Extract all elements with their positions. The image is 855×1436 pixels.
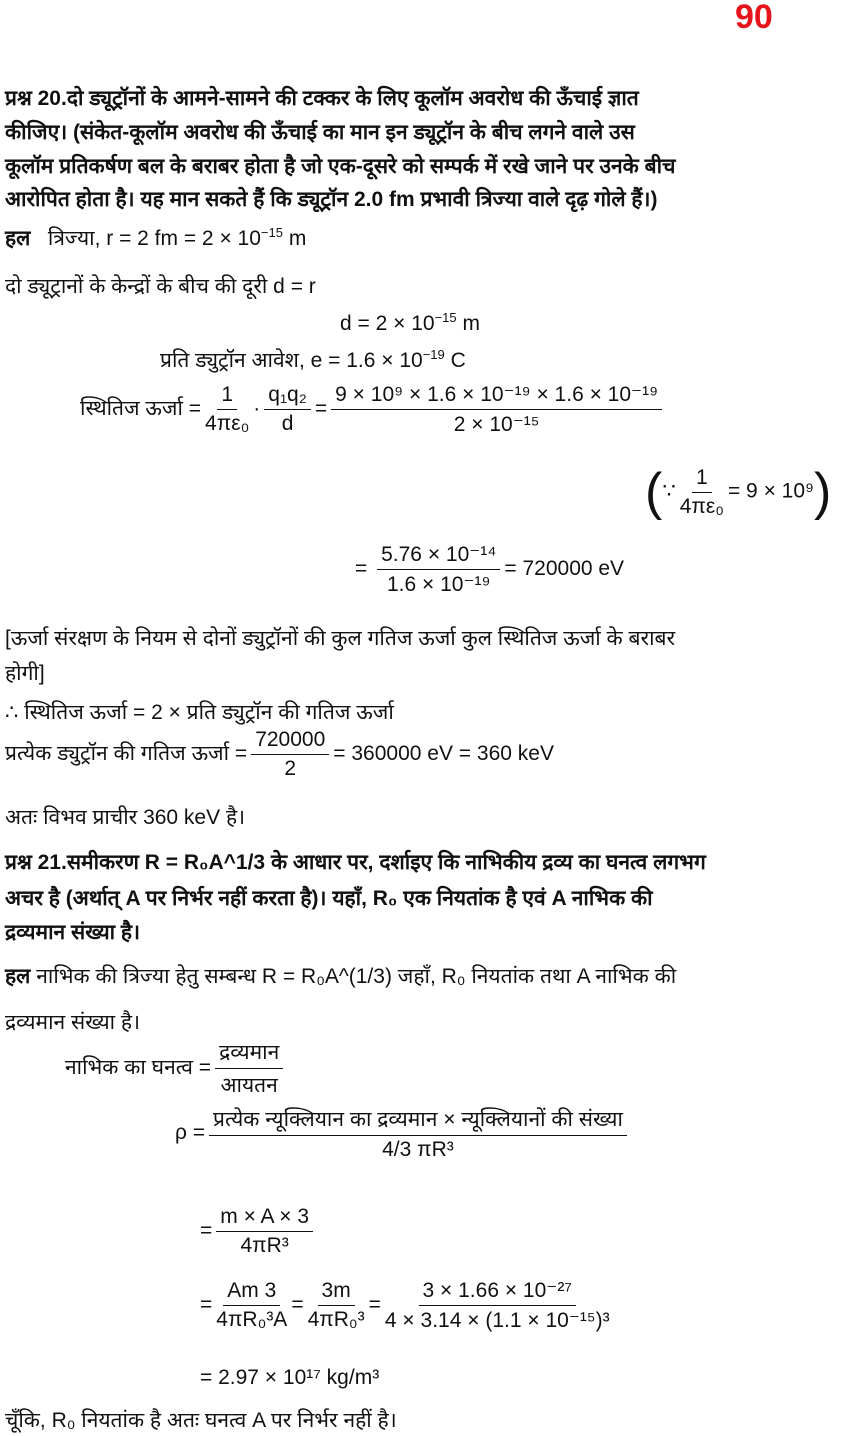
text: प्रति ड्युट्रॉन आवेश, e = 1.6 × 10 <box>160 349 423 372</box>
question-20-line: आरोपित होता है। यह मान सकते हैं कि ड्यूट्रॉन 2.0 fm प्रभावी त्रिज्या वाले दृढ़ गोले हैं।) <box>5 188 658 211</box>
numerator: Am 3 <box>223 1279 280 1306</box>
numerator: 3m <box>318 1279 355 1306</box>
unit: m <box>282 227 307 250</box>
solution-21-line: द्रव्यमान संख्या है। <box>5 1011 141 1034</box>
numerator: m × A × 3 <box>216 1205 313 1232</box>
solution-label: हल <box>5 227 31 250</box>
denominator: 4πR³ <box>240 1234 289 1257</box>
exponent: −15 <box>434 310 457 325</box>
conclusion-line: अतः विभव प्राचीर 360 keV है। <box>5 806 246 829</box>
numerator: 720000 <box>251 728 329 755</box>
fraction <box>215 1038 283 1099</box>
denominator: 4πR₀³A <box>216 1308 288 1331</box>
question-20-label: प्रश्न 20. <box>5 87 67 110</box>
conservation-line: [ऊर्जा संरक्षण के नियम से दोनों ड्युट्रॉनों की कुल गतिज ऊर्जा कुल स्थितिज ऊर्जा के बराबर <box>5 627 676 650</box>
question-text: दो ड्यूट्रॉनों के आमने-सामने की टक्कर के लिए कूलॉम अवरोध की ऊँचाई ज्ञात <box>66 87 639 110</box>
denominator: आयतन <box>220 1074 278 1097</box>
numerator: q₁q₂ <box>264 383 311 410</box>
fraction <box>264 383 311 436</box>
result-equation: = $\frac{\text{5.76 × 10⁻¹⁴}}{\text{1.6 × 10⁻¹⁹}}$ = 720000 eV <box>355 543 625 596</box>
fraction <box>205 383 249 436</box>
fraction <box>308 1279 365 1332</box>
fraction <box>331 382 662 437</box>
question-20-line: कीजिए। (संकेत-कूलॉम अवरोध की ऊँचाई का मान इन ड्यूट्रॉन के बीच लगने वाले उस <box>5 121 635 144</box>
fraction <box>377 542 500 597</box>
label: प्रत्येक ड्युट्रॉन की गतिज ऊर्जा = <box>5 742 248 766</box>
denominator: 4 × 3.14 × (1.1 × 10⁻¹⁵)³ <box>384 1309 610 1332</box>
question-20-line <box>5 84 639 112</box>
fraction <box>385 1278 610 1333</box>
constant-note <box>645 462 831 522</box>
text: नाभिक की त्रिज्या हेतु सम्बन्ध R = R₀A^(1/3) जहाँ, R₀ नियतांक तथा A नाभिक की <box>36 965 677 988</box>
fraction <box>216 1279 287 1332</box>
question-21-label: प्रश्न 21. <box>5 851 67 874</box>
step-equation: = $\frac{Am 3}{\text{4πR₀³A}}$ = $\frac{3m}{\text{4πR₀³}}$ = $\frac{\text{3 × 1.66 × 10⁻²⁷}}{\text{4 × 3.14 × (1.1 × 10⁻¹⁵)³}}$ <box>200 1279 610 1332</box>
final-statement: चूँकि, R₀ नियतांक है अतः घनत्व A पर निर्भर नहीं है। <box>5 1409 397 1432</box>
numerator: 5.76 × 10⁻¹⁴ <box>377 542 500 570</box>
numerator: 9 × 10⁹ × 1.6 × 10⁻¹⁹ × 1.6 × 10⁻¹⁹ <box>331 382 662 410</box>
therefore-line: ∴ स्थितिज ऊर्जा = 2 × प्रति ड्युट्रॉन की गतिज ऊर्जा <box>5 701 394 724</box>
denominator: 4πε₀ <box>205 412 250 435</box>
question-21-line: द्रव्यमान संख्या है। <box>5 921 141 944</box>
paren: ) <box>814 463 832 521</box>
question-21-line: अचर है (अर्थात् A पर निर्भर नहीं करता है)। यहाँ, R₀ एक नियतांक है एवं A नाभिक की <box>5 887 653 910</box>
numerator: द्रव्यमान <box>215 1038 283 1069</box>
denominator: 1.6 × 10⁻¹⁹ <box>386 573 491 596</box>
potential-energy-equation: स्थितिज ऊर्जा = $\frac{1}{\text{4πε₀}}$ · $\frac{\text{q₁q₂}}{d}$ = $\frac{\text{9 × 10⁹ × 1.6 × 10⁻¹⁹ × 1.6 × 10⁻¹⁹}}{\text{2 × 10⁻¹⁵}}$ <box>80 382 666 437</box>
label: ρ = <box>175 1121 206 1145</box>
label: स्थितिज ऊर्जा = <box>80 397 202 421</box>
page-number: 90 <box>735 0 773 36</box>
step-equation: = $\frac{m \times A \times 3}{\text{4πR³}}$ <box>200 1205 317 1258</box>
denominator: 4/3 πR³ <box>382 1138 454 1161</box>
unit: m <box>456 312 480 335</box>
numerator: 3 × 1.66 × 10⁻²⁷ <box>419 1278 576 1306</box>
solution-radius <box>5 224 306 252</box>
denominator: 2 × 10⁻¹⁵ <box>453 413 540 436</box>
charge-line <box>160 346 466 374</box>
question-text: समीकरण R = R₀A^1/3 के आधार पर, दर्शाइए कि नाभिकीय द्रव्य का घनत्व लगभग <box>66 851 706 874</box>
paren: ( <box>645 463 663 521</box>
question-20-line: कूलॉम प्रतिकर्षण बल के बराबर होता है जो एक-दूसरे को सम्पर्क में रखे जाने पर उनके बीच <box>5 155 676 178</box>
text: = 9 × 10⁹ <box>727 479 815 503</box>
denominator: d <box>281 412 294 435</box>
solution-label: हल <box>5 965 31 988</box>
distance-value <box>340 310 480 336</box>
unit: C <box>444 349 466 372</box>
solution-21-line <box>5 962 676 990</box>
distance-line: दो ड्यूट्रानों के केन्द्रों के बीच की दूरी d = r <box>5 275 316 298</box>
conservation-line: होगी] <box>5 662 45 685</box>
label: नाभिक का घनत्व = <box>65 1056 212 1080</box>
density-result: = 2.97 × 10¹⁷ kg/m³ <box>200 1366 380 1389</box>
fraction <box>209 1105 627 1162</box>
rho-equation <box>175 1105 631 1162</box>
exponent: −19 <box>422 347 445 362</box>
numerator: 1 <box>217 383 237 410</box>
text: = 360000 eV = 360 keV <box>333 742 554 766</box>
because-symbol: ∵ <box>662 479 676 503</box>
density-definition <box>65 1038 287 1099</box>
kinetic-energy-equation <box>5 728 554 781</box>
fraction <box>251 728 329 781</box>
text: = 720000 eV <box>504 557 625 581</box>
denominator: 4πR₀³ <box>307 1308 365 1331</box>
numerator: प्रत्येक न्यूक्लियान का द्रव्यमान × न्यूक्लियानों की संख्या <box>209 1105 627 1136</box>
numerator: 1 <box>692 466 712 493</box>
fraction <box>680 466 724 519</box>
fraction <box>216 1205 313 1258</box>
text: d = 2 × 10 <box>340 312 435 335</box>
denominator: 4πε₀ <box>679 494 724 518</box>
question-21-line <box>5 848 706 876</box>
text: त्रिज्या, r = 2 fm = 2 × 10 <box>47 227 261 250</box>
exponent: −15 <box>260 225 283 240</box>
denominator: 2 <box>284 757 297 780</box>
